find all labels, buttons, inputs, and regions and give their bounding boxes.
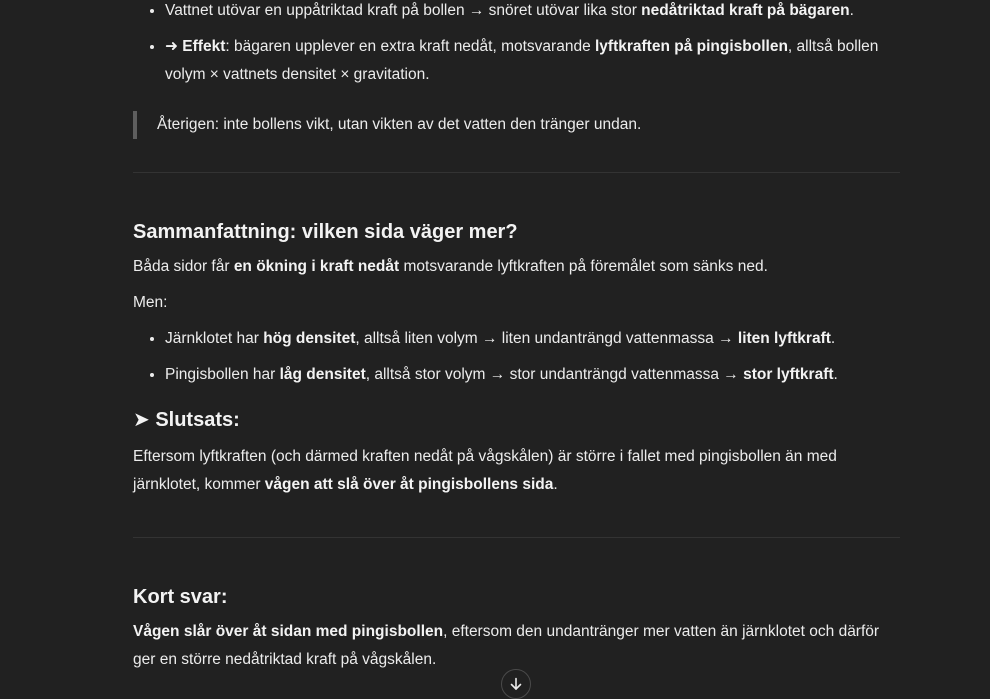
blockquote: [133, 111, 900, 139]
conclusion-heading: ➤ Slutsats:: [133, 409, 240, 431]
short-answer-heading: Kort svar:: [133, 586, 228, 608]
scroll-to-bottom-button[interactable]: [501, 669, 531, 699]
men-paragraph: Men:: [133, 294, 168, 311]
assistant-message: [133, 0, 900, 674]
bullet-list-top: [133, 0, 900, 89]
list-item: • Pingisbollen har låg densitet, alltså stor volym → stor undanträngd vattenmassa → stor lyftkraft.: [165, 361, 900, 389]
divider: [133, 172, 900, 173]
arrow-down-icon: [508, 676, 524, 692]
divider: [133, 537, 900, 538]
quote-text: Återigen: inte bollens vikt, utan vikten av det vatten den tränger undan.: [157, 116, 642, 133]
short-answer-paragraph: Vågen slår över åt sidan med pingisbollen, eftersom den undantränger mer vatten än järnklotet och därför ger en större nedåtriktad kraft på vågskålen.: [133, 623, 880, 668]
conclusion-paragraph: Eftersom lyftkraften (och därmed kraften nedåt på vågskålen) är större i fallet med pingisbollen än med järnklotet, kommer vågen att slå över åt pingisbollens sida.: [133, 448, 837, 493]
bullet-list-summary: [133, 325, 900, 389]
list-item: • ➜ Effekt: bägaren upplever en extra kraft nedåt, motsvarande lyftkraften på pingisbollen, alltså bollen volym × vattnets densitet × gravitation.: [165, 33, 900, 89]
list-item: • Vattnet utövar en uppåtriktad kraft på bollen → snöret utövar lika stor nedåtriktad kraft på bägaren.: [165, 0, 900, 25]
summary-heading: Sammanfattning: vilken sida väger mer?: [133, 221, 518, 243]
list-item: • Järnklotet har hög densitet, alltså liten volym → liten undanträngd vattenmassa → liten lyftkraft.: [165, 325, 900, 353]
summary-paragraph: Båda sidor får en ökning i kraft nedåt motsvarande lyftkraften på föremålet som sänks ned.: [133, 258, 768, 275]
